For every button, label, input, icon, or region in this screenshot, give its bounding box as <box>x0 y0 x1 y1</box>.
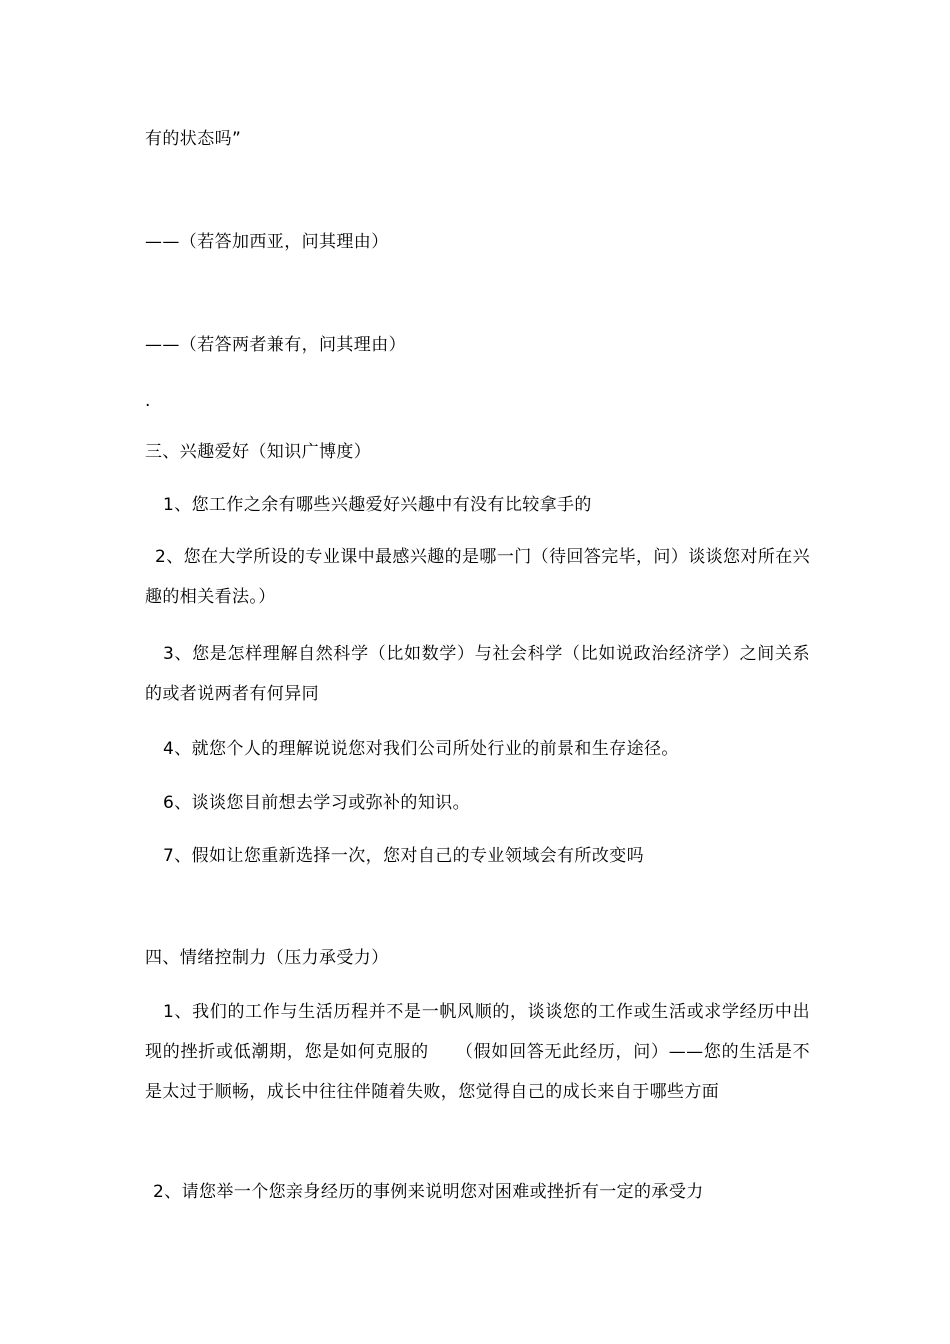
emotion-question-2: 2、请您举一个您亲身经历的事例来说明您对困难或挫折有一定的承受力 <box>153 1182 704 1202</box>
emotion-question-1: 1、我们的工作与生活历程并不是一帆风顺的，谈谈您的工作或生活或求学经历中出现的挫折或低潮期，您是如何克服的 （假如回答无此经历，问）——您的生活是不是太过于顺畅，成长中往往伴随着失败，您觉得自己的成长来自于哪些方面 <box>145 1002 810 1102</box>
interest-question-7: 7、假如让您重新选择一次，您对自己的专业领域会有所改变吗 <box>163 846 645 866</box>
interest-question-1: 1、您工作之余有哪些兴趣爱好兴趣中有没有比较拿手的 <box>163 495 592 515</box>
section-heading-emotion: 四、情绪控制力（压力承受力） <box>145 948 389 968</box>
section-heading-interests: 三、兴趣爱好（知识广博度） <box>145 442 372 462</box>
interest-question-4: 4、就您个人的理解说说您对我们公司所处行业的前景和生存途径。 <box>163 739 679 759</box>
followup-note-both: ——（若答两者兼有，问其理由） <box>145 335 406 355</box>
stray-dot: . <box>145 391 151 411</box>
interest-question-6: 6、谈谈您目前想去学习或弥补的知识。 <box>163 793 471 813</box>
interest-question-2: 2、您在大学所设的专业课中最感兴趣的是哪一门（待回答完毕，问）谈谈您对所在兴趣的相关看法。） <box>145 547 811 607</box>
followup-note-garcia: ——（若答加西亚，问其理由） <box>145 232 389 252</box>
interest-question-3: 3、您是怎样理解自然科学（比如数学）与社会科学（比如说政治经济学）之间关系的或者说两者有何异同 <box>145 644 810 704</box>
continuation-text: 有的状态吗” <box>145 129 242 149</box>
